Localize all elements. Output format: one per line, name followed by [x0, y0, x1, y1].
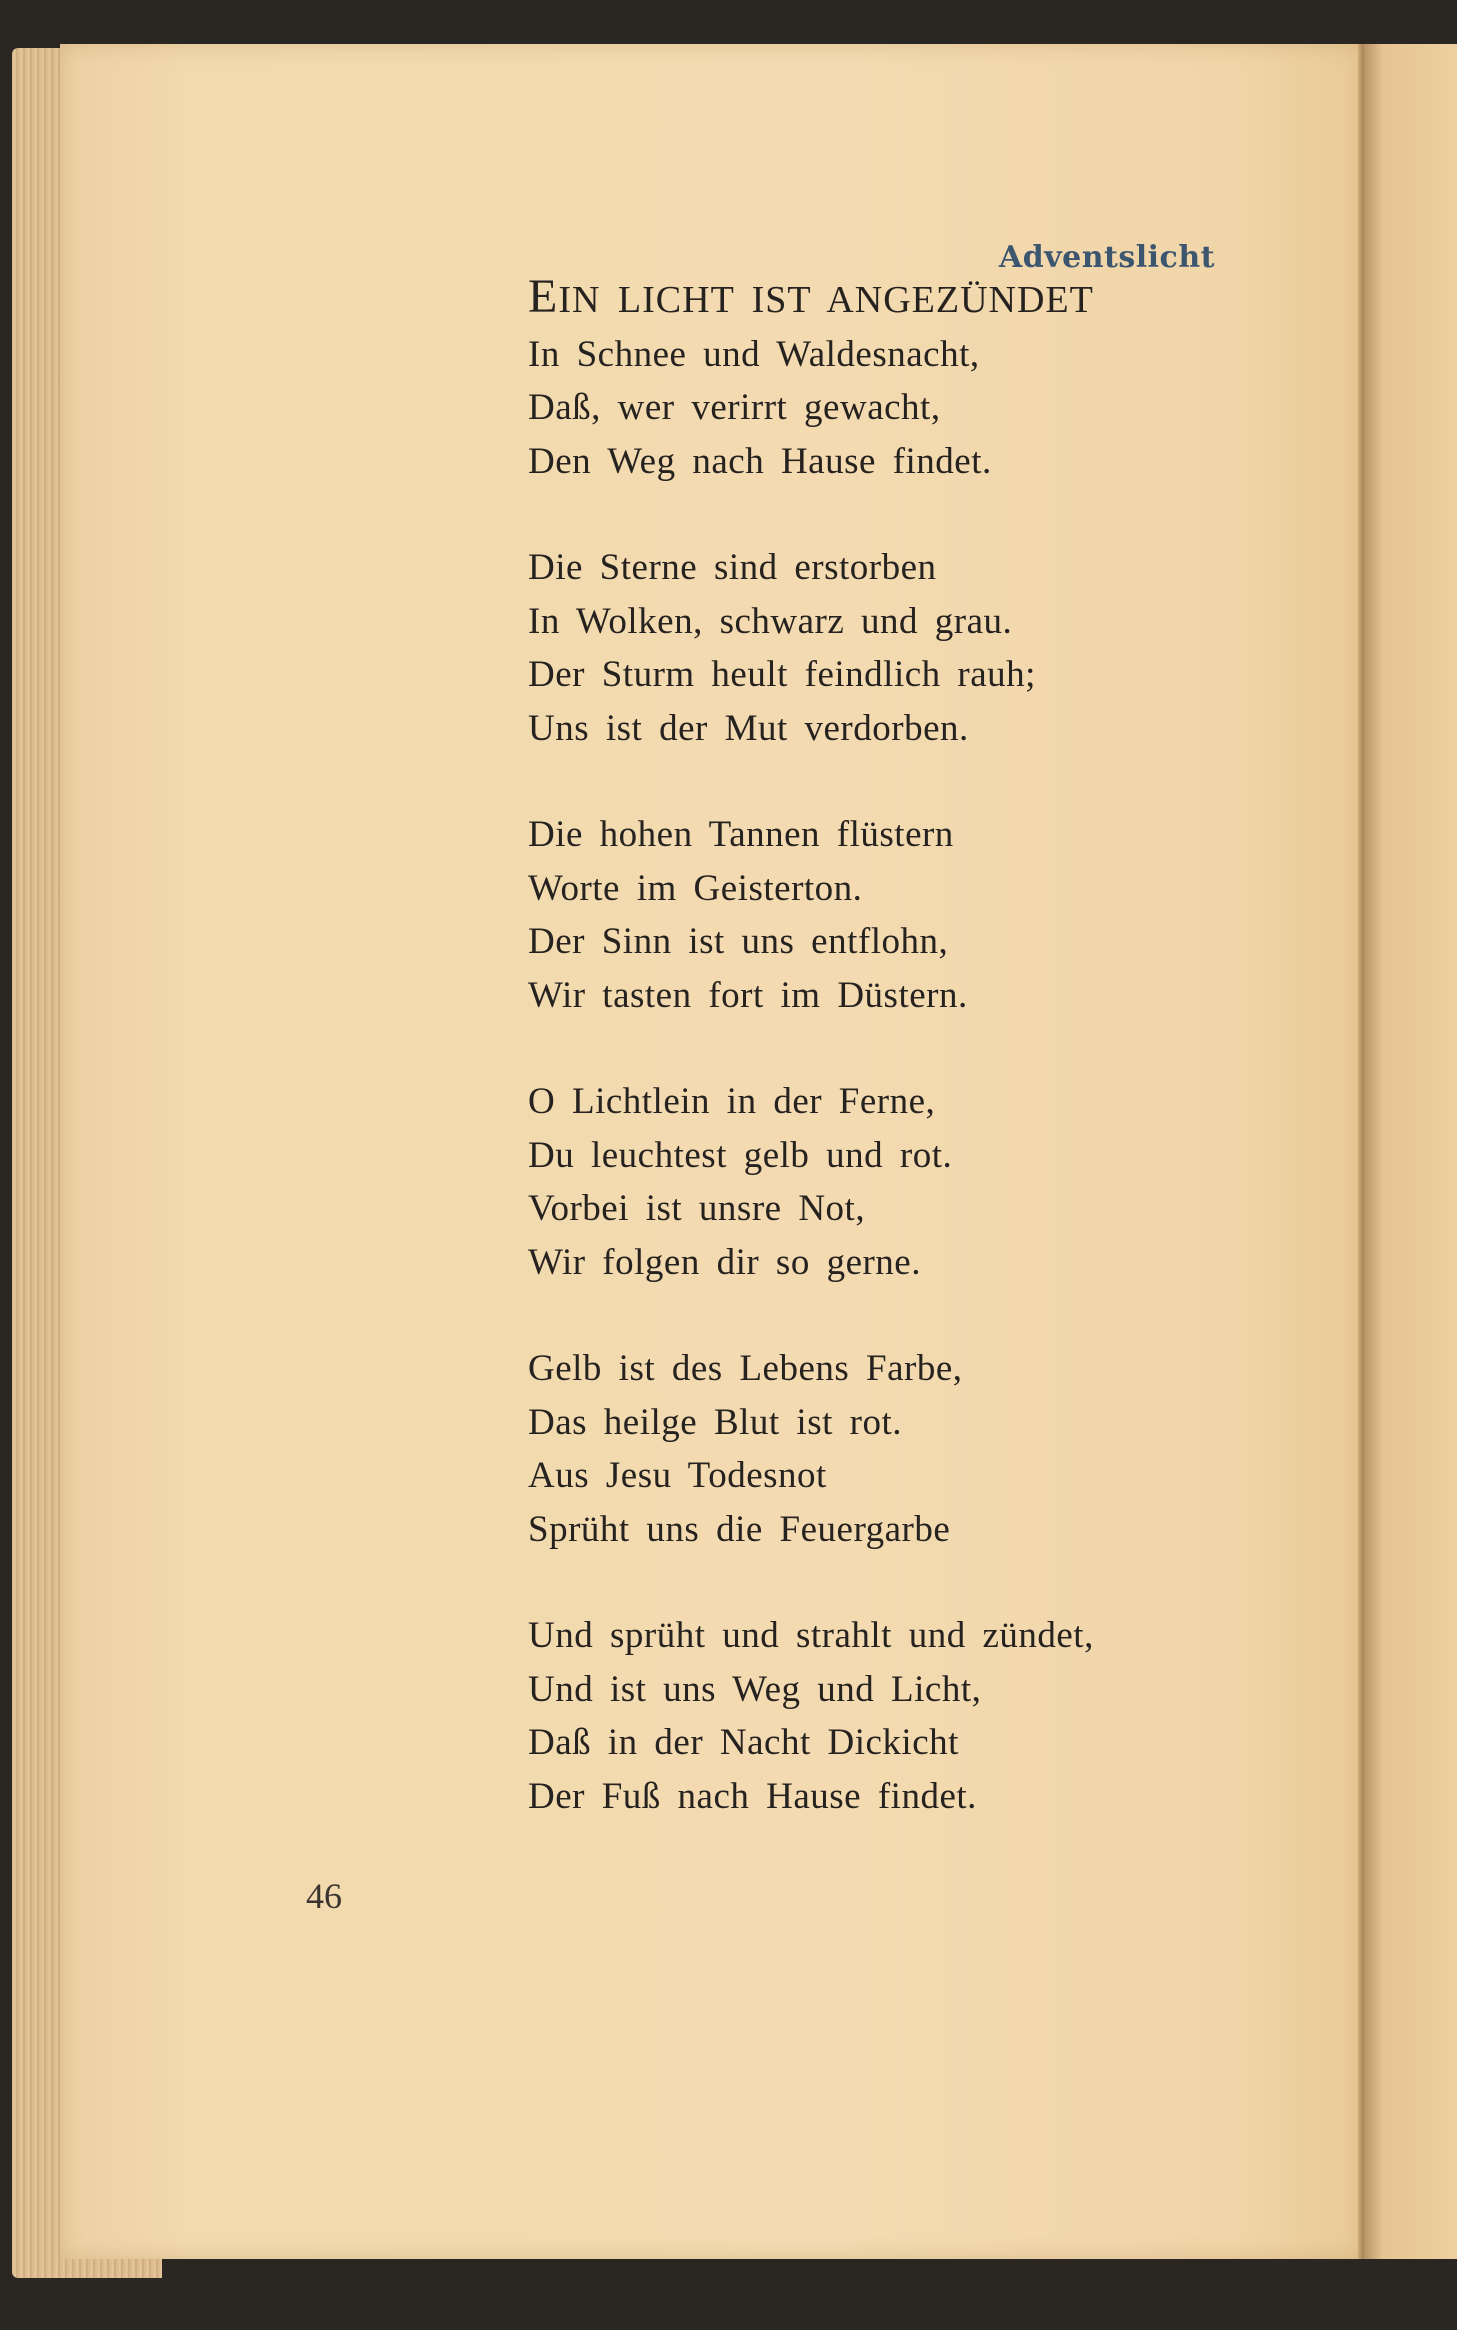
- stanza-1: [528, 328, 1288, 489]
- stanza-4: [528, 1075, 1288, 1289]
- poem-line: In Schnee und Waldesnacht,: [528, 333, 980, 375]
- poem-line: Du leuchtest gelb und rot.: [528, 1134, 953, 1176]
- poem-line: Der Sturm heult feindlich rauh;: [528, 654, 1036, 695]
- poem-line: Den Weg nach Hause findet.: [528, 440, 992, 482]
- poem-title: [528, 270, 1288, 328]
- page-number: 46: [306, 1876, 342, 1916]
- poem-line: Und ist uns Weg und Licht,: [528, 1668, 982, 1710]
- poem-line: Der Fuß nach Hause findet.: [528, 1775, 977, 1817]
- poem-line: Uns ist der Mut verdorben.: [528, 707, 969, 749]
- poem-line: In Wolken, schwarz und grau.: [528, 600, 1013, 642]
- stanza-3: [528, 808, 1288, 1022]
- stanza-6: [528, 1609, 1288, 1823]
- poem-line: Vorbei ist unsre Not,: [528, 1188, 866, 1229]
- poem-line: Die hohen Tannen flüstern: [528, 814, 954, 855]
- poem-line: Daß, wer verirrt gewacht,: [528, 387, 941, 428]
- title-rest: IN LICHT IST ANGEZÜNDET: [558, 279, 1094, 321]
- poem-line: Und sprüht und strahlt und zündet,: [528, 1615, 1094, 1656]
- poem-line: Gelb ist des Lebens Farbe,: [528, 1348, 963, 1389]
- running-head: Adventslicht: [998, 240, 1215, 275]
- poem-line: Worte im Geisterton.: [528, 867, 863, 909]
- poem-line: Wir tasten fort im Düstern.: [528, 974, 968, 1016]
- poem: [528, 270, 1288, 1876]
- poem-line: Das heilge Blut ist rot.: [528, 1401, 902, 1443]
- poem-line: O Lichtlein in der Ferne,: [528, 1081, 936, 1122]
- poem-line: Daß in der Nacht Dickicht: [528, 1722, 959, 1763]
- poem-line: Der Sinn ist uns entflohn,: [528, 921, 949, 962]
- poem-line: Die Sterne sind erstorben: [528, 547, 937, 588]
- facing-page-edge: [1365, 44, 1457, 2259]
- title-initial: E: [528, 270, 559, 323]
- poem-line: Aus Jesu Todesnot: [528, 1455, 827, 1496]
- poem-line: Wir folgen dir so gerne.: [528, 1241, 921, 1283]
- poem-line: Sprüht uns die Feuergarbe: [528, 1508, 951, 1550]
- stanza-2: [528, 541, 1288, 755]
- stanza-5: [528, 1342, 1288, 1556]
